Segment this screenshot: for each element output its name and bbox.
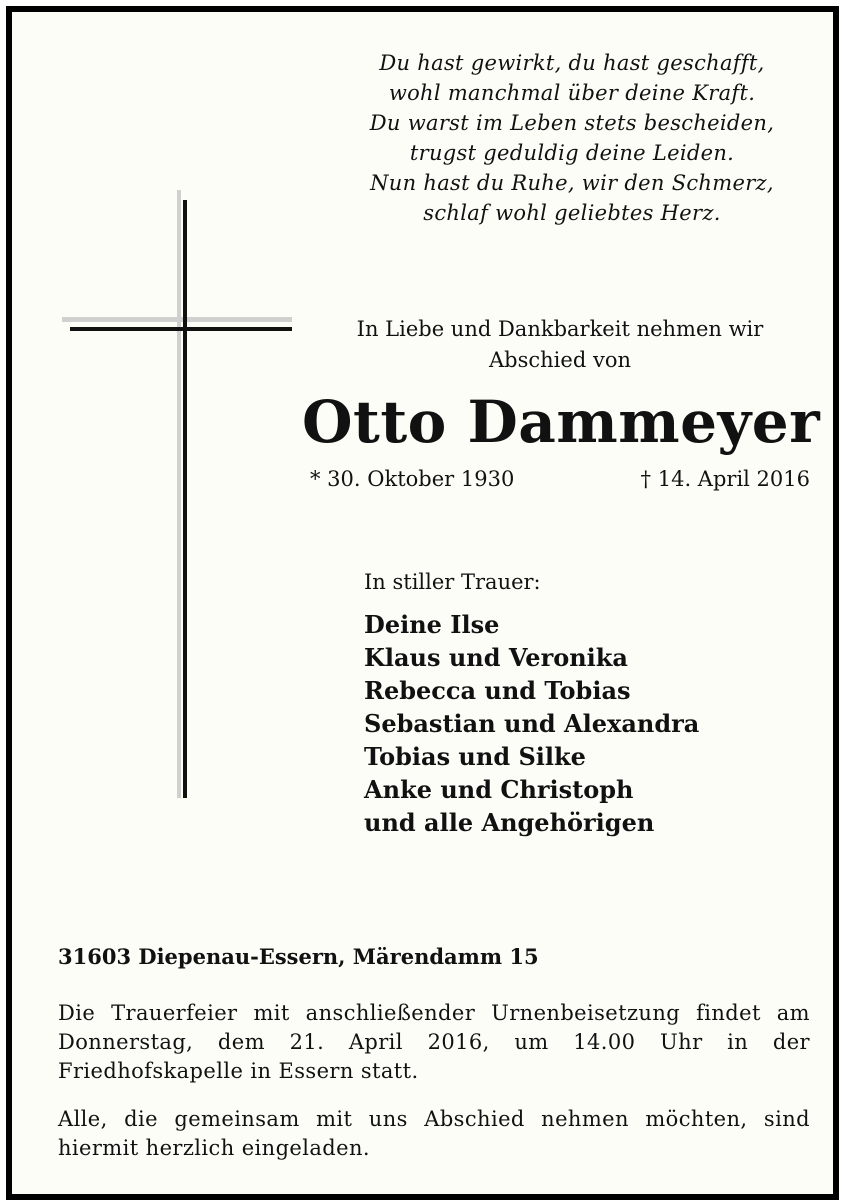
cross-shadow-horizontal	[62, 317, 292, 322]
mourner-name: Klaus und Veronika	[364, 643, 628, 672]
poem-line: Du hast gewirkt, du hast geschafft,	[379, 51, 765, 75]
cross-shadow-vertical	[177, 190, 181, 798]
farewell-intro	[302, 314, 818, 376]
death-date: † 14. April 2016	[640, 467, 810, 491]
poem-line: Du warst im Leben stets bescheiden,	[369, 111, 775, 135]
cross-bar-vertical	[183, 200, 187, 798]
family-address: 31603 Diepenau-Essern, Märendamm 15	[58, 944, 539, 969]
intro-line: In Liebe und Dankbarkeit nehmen wir	[356, 317, 764, 341]
mourner-name: Tobias und Silke	[364, 742, 586, 771]
deceased-name: Otto Dammeyer	[302, 388, 821, 456]
mourners-list	[364, 608, 699, 839]
mourning-label: In stiller Trauer:	[364, 570, 541, 594]
poem-line: schlaf wohl geliebtes Herz.	[423, 201, 721, 225]
poem-line: trugst geduldig deine Leiden.	[409, 141, 735, 165]
birth-date: * 30. Oktober 1930	[310, 467, 515, 491]
mourner-name: Rebecca und Tobias	[364, 676, 631, 705]
cross-bar-horizontal	[70, 327, 292, 331]
memorial-poem	[312, 48, 832, 228]
mourner-name: Sebastian und Alexandra	[364, 709, 700, 738]
obituary-notice	[6, 6, 839, 1200]
ceremony-details: Die Trauerfeier mit anschließender Urnenbeisetzung findet am Donnerstag, dem 21. April 2016, um 14.00 Uhr in der Friedhofskapelle in Essern statt.	[58, 1001, 810, 1083]
mourner-name: und alle Angehörigen	[364, 808, 655, 837]
intro-line: Abschied von	[489, 348, 631, 372]
mourner-name: Anke und Christoph	[364, 775, 634, 804]
mourner-name: Deine Ilse	[364, 610, 500, 639]
poem-line: Nun hast du Ruhe, wir den Schmerz,	[370, 171, 774, 195]
invitation-text: Alle, die gemeinsam mit uns Abschied nehmen möchten, sind hiermit herzlich eingeladen.	[58, 1107, 810, 1160]
poem-line: wohl manchmal über deine Kraft.	[388, 81, 756, 105]
